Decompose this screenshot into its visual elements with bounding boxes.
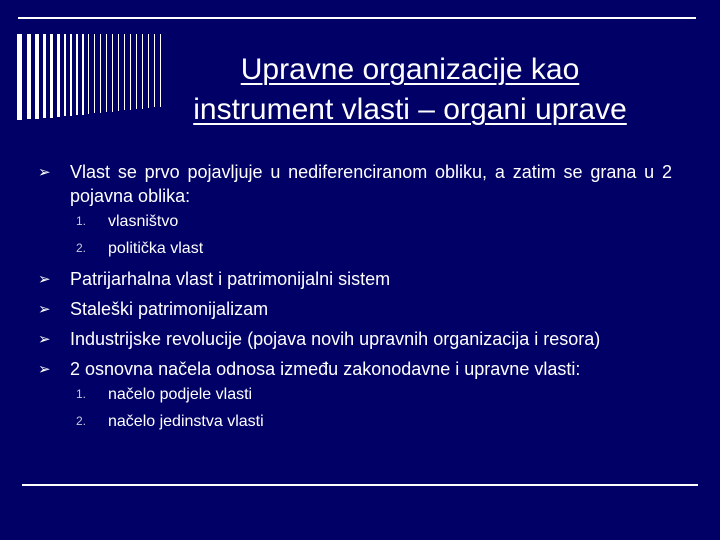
decorative-bar (100, 34, 101, 113)
decorative-bar (76, 34, 78, 115)
arrowhead-bullet-icon: ➢ (38, 300, 51, 318)
decorative-bar (82, 34, 84, 115)
slide-title (150, 50, 670, 130)
decorative-bar (43, 34, 46, 118)
arrowhead-bullet-icon: ➢ (38, 163, 51, 181)
arrowhead-bullet-icon: ➢ (38, 330, 51, 348)
decorative-bar (27, 34, 31, 119)
subitem-number: 1. (76, 387, 87, 401)
subitem-text: načelo jedinstva vlasti (108, 413, 264, 430)
decorative-bar (124, 34, 125, 110)
decorative-bar (94, 34, 95, 113)
decorative-bar (142, 34, 143, 109)
title-line-2: instrument vlasti – organi uprave (193, 93, 627, 126)
decorative-bar (112, 34, 113, 112)
bullet-text: Patrijarhalna vlast i patrimonijalni sistem (70, 269, 391, 289)
bullet-item (38, 327, 672, 351)
decorative-bar (88, 34, 89, 114)
decorative-bar (70, 34, 72, 116)
bullet-list (38, 160, 672, 435)
top-rule (18, 17, 696, 19)
bullet-item (38, 297, 672, 321)
subitem (38, 408, 672, 435)
title-line-1: Upravne organizacije kao (240, 53, 580, 86)
subitem (38, 208, 672, 235)
bullet-text: 2 osnovna načela odnosa između zakonodavne i upravne vlasti: (70, 359, 581, 379)
subitem (38, 381, 672, 408)
bullet-item (38, 267, 672, 291)
subitem (38, 235, 672, 262)
decorative-bar (148, 34, 149, 108)
subitem-number: 2. (76, 414, 87, 428)
decorative-bar (118, 34, 119, 111)
subitem-text: načelo podjele vlasti (108, 386, 253, 403)
subitem-number: 1. (76, 214, 87, 228)
decorative-bar (64, 34, 66, 116)
bullet-text: Staleški patrimonijalizam (70, 299, 269, 319)
decorative-bar (35, 34, 39, 119)
bullet-text: Industrijske revolucije (pojava novih upravnih organizacija i resora) (70, 329, 601, 349)
subitem-text: politička vlast (108, 240, 204, 257)
arrowhead-bullet-icon: ➢ (38, 270, 51, 288)
decorative-bar (50, 34, 53, 118)
bottom-rule (22, 484, 698, 486)
subitem-number: 2. (76, 241, 87, 255)
decorative-bar (130, 34, 131, 110)
subitem-text: vlasništvo (108, 213, 179, 230)
decorative-bar (136, 34, 137, 109)
decorative-bar (57, 34, 60, 117)
bullet-item (38, 357, 672, 381)
decorative-bar (17, 34, 22, 120)
decorative-bar (106, 34, 107, 112)
bullet-text: Vlast se prvo pojavljuje u nediferenciranom obliku, a zatim se grana u 2 pojavna oblika: (70, 162, 672, 206)
bullet-item (38, 160, 672, 208)
arrowhead-bullet-icon: ➢ (38, 360, 51, 378)
